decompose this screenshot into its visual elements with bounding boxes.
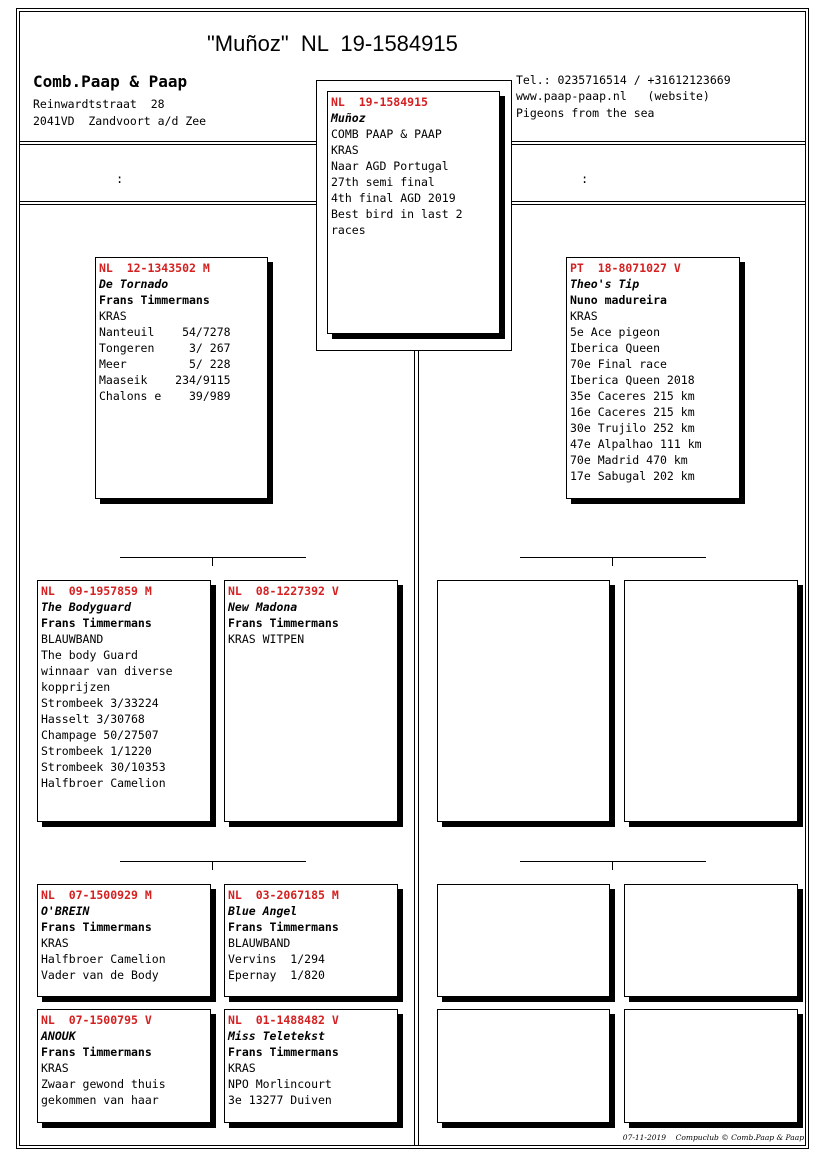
info-line: Vader van de Body [41,968,159,982]
info-line: 70e Madrid 470 km [570,453,688,467]
breeder-name: Frans Timmermans [228,616,339,630]
separator-dot-right: : [581,172,589,186]
pedigree-title: "Muñoz" NL 19-1584915 [207,31,458,56]
info-line: Maaseik 234/9115 [99,373,231,387]
info-line: 5e Ace pigeon [570,325,661,339]
address-line-2: 2041VD Zandvoort a/d Zee [33,114,207,128]
footer-date: 07-11-2019 [622,1133,667,1142]
info-line: Nanteuil 54/7278 [99,325,231,339]
breeder-name: Nuno madureira [570,293,667,307]
info-line: NPO Morlincourt [228,1077,332,1091]
info-line: KRAS [99,309,127,323]
info-line: Strombeek 1/1220 [41,744,152,758]
owner-name: Comb.Paap & Paap [33,72,188,91]
info-line: 4th final AGD 2019 [331,191,456,205]
info-line: KRAS [41,1061,69,1075]
empty-pigeon-card[interactable] [437,1009,610,1123]
ring-number: PT 18-8071027 V [570,261,681,275]
breeder-name: Frans Timmermans [99,293,210,307]
info-line: KRAS [41,936,69,950]
info-line: 16e Caceres 215 km [570,405,695,419]
connector-line-right [520,557,706,558]
great-grandparent-card[interactable] [37,884,211,997]
contact-phone: Tel.: 0235716514 / +31612123669 [516,73,731,87]
pigeon-name: The Bodyguard [41,600,132,614]
info-line: Strombeek 3/33224 [41,696,159,710]
empty-pigeon-card[interactable] [437,580,610,822]
info-line: Hasselt 3/30768 [41,712,145,726]
info-line: KRAS WITPEN [228,632,305,646]
info-line: 47e Alpalhao 111 km [570,437,702,451]
info-line: The body Guard [41,648,138,662]
info-line: Chalons e 39/989 [99,389,231,403]
info-line: 30e Trujilo 252 km [570,421,695,435]
ring-number: NL 07-1500795 V [41,1013,152,1027]
info-line: 3e 13277 Duiven [228,1093,332,1107]
info-line: Halfbroer Camelion [41,776,166,790]
info-line: winnaar van diverse [41,664,173,678]
pigeon-name: New Madona [228,600,298,614]
footer [623,1133,804,1142]
pigeon-name: ANOUK [41,1029,76,1043]
connector-tick-left [212,557,213,566]
info-line: BLAUWBAND [228,936,291,950]
info-line: 27th semi final [331,175,435,189]
connector-line-left [120,557,306,558]
info-line: COMB PAAP & PAAP [331,127,442,141]
ring-number: NL 19-1584915 [331,95,428,109]
pigeon-name: Muñoz [331,111,366,125]
info-line: 35e Caceres 215 km [570,389,695,403]
info-line: Champage 50/27507 [41,728,159,742]
info-line: Best bird in last 2 [331,207,463,221]
address-line-1: Reinwardtstraat 28 [33,97,165,111]
contact-tagline: Pigeons from the sea [516,106,655,120]
info-line: Halfbroer Camelion [41,952,166,966]
info-line: Epernay 1/820 [228,968,325,982]
contact-website[interactable]: www.paap-paap.nl (website) [516,89,710,103]
ring-number: NL 12-1343502 M [99,261,210,275]
great-grandparent-card[interactable] [224,1009,398,1123]
info-line: 17e Sabugal 202 km [570,469,695,483]
separator-dot-left: : [116,172,124,186]
info-line: gekommen van haar [41,1093,159,1107]
info-line: Tongeren 3/ 267 [99,341,231,355]
breeder-name: Frans Timmermans [228,1045,339,1059]
great-grandparent-card[interactable] [37,1009,211,1123]
breeder-name: Frans Timmermans [41,616,152,630]
empty-pigeon-card[interactable] [624,884,798,997]
ring-number: NL 01-1488482 V [228,1013,339,1027]
main-pigeon-card[interactable] [327,91,500,334]
connector-line-right [520,861,706,862]
pigeon-name: Miss Teletekst [228,1029,325,1043]
ring-number: NL 03-2067185 M [228,888,339,902]
info-line: KRAS [228,1061,256,1075]
breeder-name: Frans Timmermans [41,1045,152,1059]
pigeon-name: O'BREIN [41,904,90,918]
info-line: Iberica Queen 2018 [570,373,695,387]
connector-tick-right [612,861,613,870]
info-line: Iberica Queen [570,341,661,355]
dam-card[interactable] [566,257,740,499]
info-line: 70e Final race [570,357,667,371]
grandsire-card[interactable] [37,580,211,822]
info-line: Zwaar gewond thuis [41,1077,166,1091]
empty-pigeon-card[interactable] [624,580,798,822]
ring-number: NL 08-1227392 V [228,584,339,598]
pigeon-name: De Tornado [99,277,169,291]
pigeon-name: Theo's Tip [570,277,640,291]
info-line: kopprijzen [41,680,111,694]
info-line: Naar AGD Portugal [331,159,449,173]
sire-card[interactable] [95,257,268,499]
info-line: Strombeek 30/10353 [41,760,166,774]
pigeon-name: Blue Angel [228,904,298,918]
info-line: Meer 5/ 228 [99,357,231,371]
footer-credit: Compuclub © Comb.Paap & Paap [675,1133,804,1142]
breeder-name: Frans Timmermans [41,920,152,934]
great-grandparent-card[interactable] [224,884,398,997]
granddam-card[interactable] [224,580,398,822]
empty-pigeon-card[interactable] [624,1009,798,1123]
ring-number: NL 07-1500929 M [41,888,152,902]
info-line: Vervins 1/294 [228,952,325,966]
info-line: races [331,223,366,237]
connector-line-left [120,861,306,862]
connector-tick-left [212,861,213,870]
info-line: BLAUWBAND [41,632,104,646]
info-line: KRAS [331,143,359,157]
empty-pigeon-card[interactable] [437,884,610,997]
ring-number: NL 09-1957859 M [41,584,152,598]
info-line: KRAS [570,309,598,323]
connector-tick-right [612,557,613,566]
breeder-name: Frans Timmermans [228,920,339,934]
